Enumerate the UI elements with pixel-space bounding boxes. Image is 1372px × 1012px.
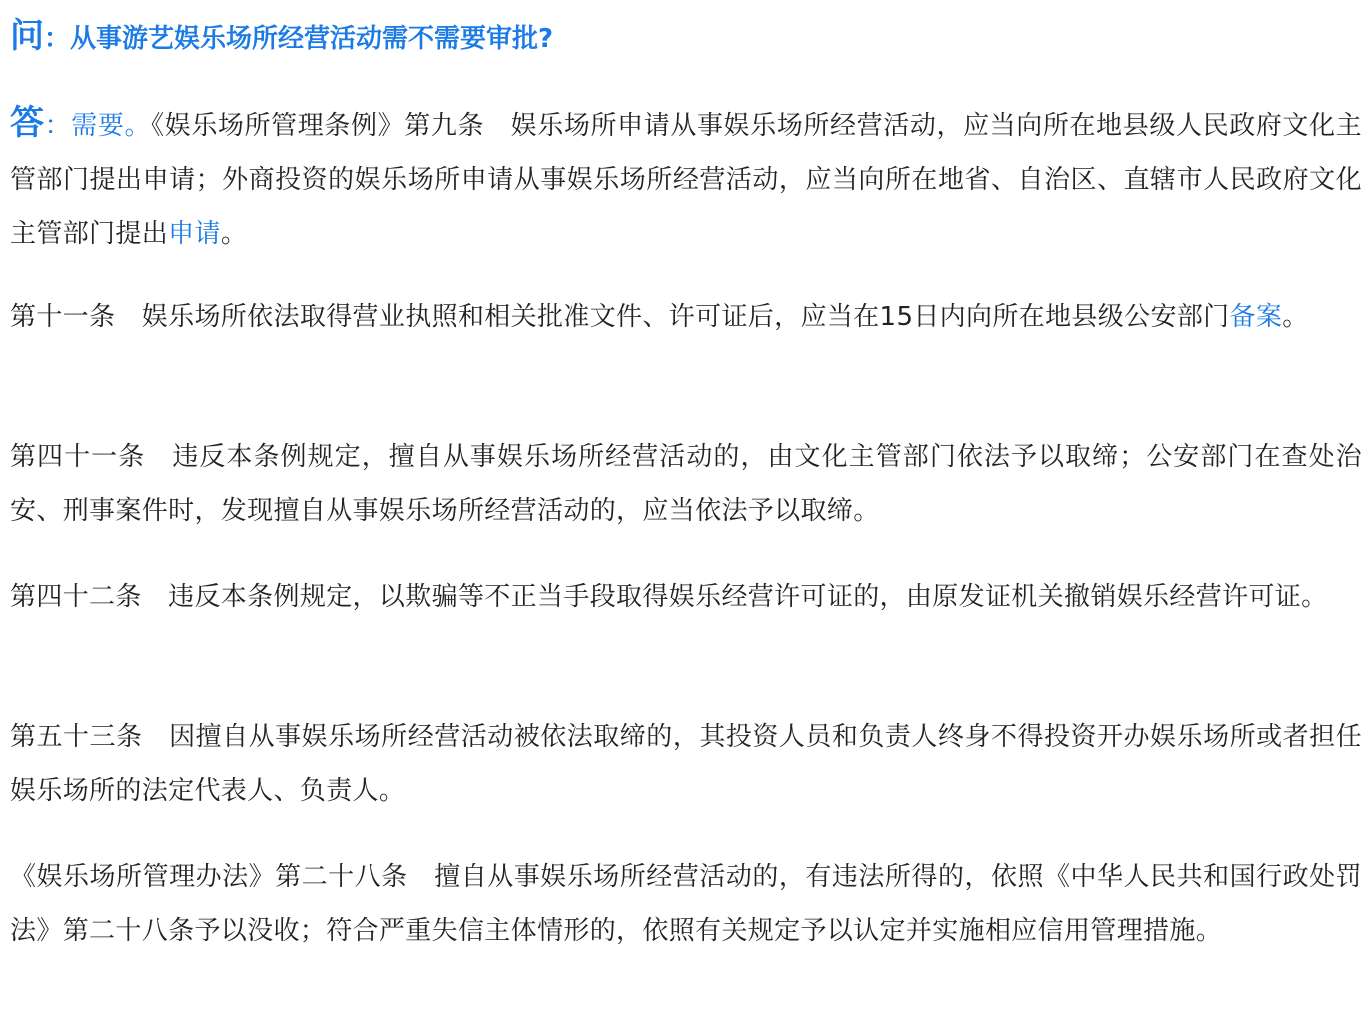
answer-text: 《娱乐场所管理条例》第九条 娱乐场所申请从事娱乐场所经营活动，应当向所在地县级人民政府文化主管部门提出申请；外商投资的娱乐场所申请从事娱乐场所经营活动，应当向所在地省、自治区、直辖市人民政府文化主管部门提出 bbox=[10, 111, 1362, 249]
answer-lead: 需要。 bbox=[71, 111, 152, 141]
article-11-paragraph bbox=[10, 290, 1362, 344]
answer-paragraph bbox=[10, 96, 1362, 261]
question-line bbox=[10, 14, 553, 61]
article-41-paragraph: 第四十一条 违反本条例规定，擅自从事娱乐场所经营活动的，由文化主管部门依法予以取缔；公安部门在查处治安、刑事案件时，发现擅自从事娱乐场所经营活动的，应当依法予以取缔。 bbox=[10, 442, 1362, 526]
question-text: 从事游艺娱乐场所经营活动需不需要审批? bbox=[70, 24, 554, 54]
article-53-paragraph: 第五十三条 因擅自从事娱乐场所经营活动被依法取缔的，其投资人员和负责人终身不得投资开办娱乐场所或者担任娱乐场所的法定代表人、负责人。 bbox=[10, 722, 1362, 806]
article-42-paragraph: 第四十二条 违反本条例规定，以欺骗等不正当手段取得娱乐经营许可证的，由原发证机关撤销娱乐经营许可证。 bbox=[10, 582, 1328, 612]
question-colon: ： bbox=[44, 24, 71, 54]
filing-link[interactable]: 备案 bbox=[1229, 302, 1283, 332]
article-11-text: 第十一条 娱乐场所依法取得营业执照和相关批准文件、许可证后，应当在15日内向所在地县级公安部门 bbox=[10, 302, 1230, 332]
answer-tail: 。 bbox=[220, 219, 248, 249]
question-label: 问 bbox=[10, 16, 44, 56]
answer-colon: ： bbox=[44, 111, 72, 141]
answer-label: 答 bbox=[10, 103, 45, 143]
article-11-tail: 。 bbox=[1282, 302, 1309, 332]
measures-article-28-paragraph: 《娱乐场所管理办法》第二十八条 擅自从事娱乐场所经营活动的，有违法所得的，依照《中华人民共和国行政处罚法》第二十八条予以没收；符合严重失信主体情形的，依照有关规定予以认定并实施相应信用管理措施。 bbox=[10, 862, 1362, 946]
apply-link[interactable]: 申请 bbox=[168, 219, 221, 249]
